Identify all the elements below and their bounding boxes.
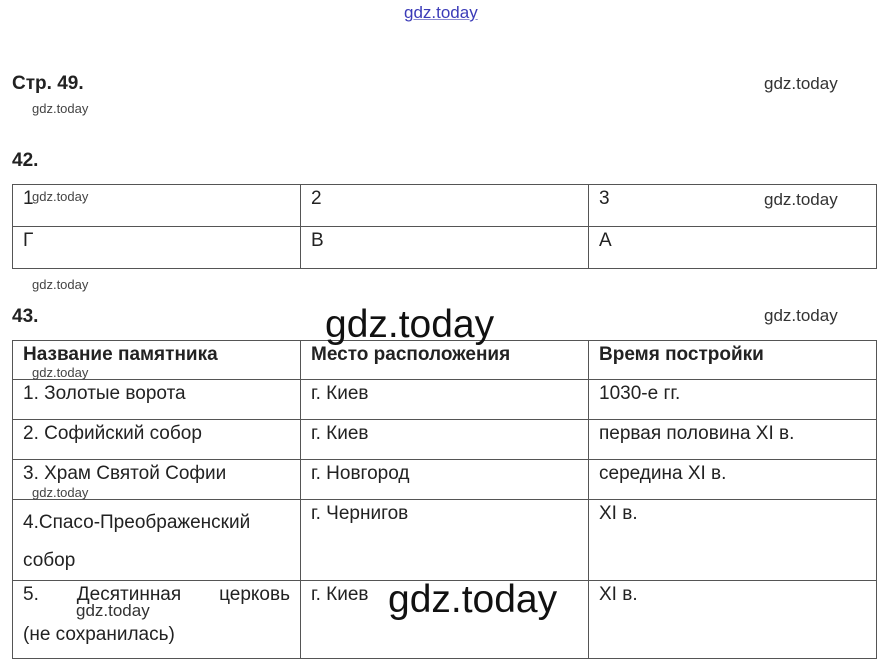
column-header: Время постройки (589, 341, 877, 380)
watermark: gdz.today (32, 101, 89, 116)
table-cell: XI в. (589, 581, 877, 659)
table-cell: г. Новгород (301, 460, 589, 500)
table-cell: 1030-е гг. (589, 380, 877, 420)
watermark: gdz.today (32, 189, 89, 204)
watermark: gdz.today (32, 365, 89, 380)
table-cell: 2 (301, 185, 589, 227)
watermark: gdz.today (32, 485, 89, 500)
table-row (13, 460, 877, 500)
watermark-large: gdz.today (325, 303, 495, 346)
table-cell: г. Киев (301, 420, 589, 460)
watermark: gdz.today (32, 277, 89, 292)
table-row (13, 185, 877, 227)
watermark: gdz.today (764, 74, 838, 93)
table-cell: В (301, 227, 589, 269)
table-cell: XI в. (589, 500, 877, 581)
task-43-number: 43. (12, 306, 39, 327)
table-cell: 3 (589, 185, 877, 227)
table-cell: А (589, 227, 877, 269)
watermark: gdz.today (764, 306, 838, 325)
task-42-table (12, 184, 877, 269)
watermark: gdz.today (764, 190, 838, 209)
table-cell: г. Киев (301, 380, 589, 420)
table-cell: первая половина XI в. (589, 420, 877, 460)
table-row (13, 380, 877, 420)
table-cell: 1. Золотые ворота (13, 380, 301, 420)
table-cell: середина XI в. (589, 460, 877, 500)
column-header: Место расположения (301, 341, 589, 380)
table-cell: 5. Десятинная церковь (не сохранилась) (13, 581, 301, 659)
table-row (13, 420, 877, 460)
table-cell: Г (13, 227, 301, 269)
column-header: Название памятника (13, 341, 301, 380)
watermark: gdz.today (76, 601, 150, 620)
task-42-number: 42. (12, 150, 39, 171)
table-cell: 4.Спасо-Преображенский собор (13, 500, 301, 581)
table-cell: 1 (13, 185, 301, 227)
table-cell: г. Киев (301, 581, 589, 659)
table-row (13, 227, 877, 269)
page-label: Стр. 49. (12, 73, 84, 94)
table-cell: 3. Храм Святой Софии (13, 460, 301, 500)
table-cell: 2. Софийский собор (13, 420, 301, 460)
table-row (13, 500, 877, 581)
table-cell: г. Чернигов (301, 500, 589, 581)
watermark-large: gdz.today (388, 578, 558, 621)
watermark-top: gdz.today (404, 3, 478, 22)
